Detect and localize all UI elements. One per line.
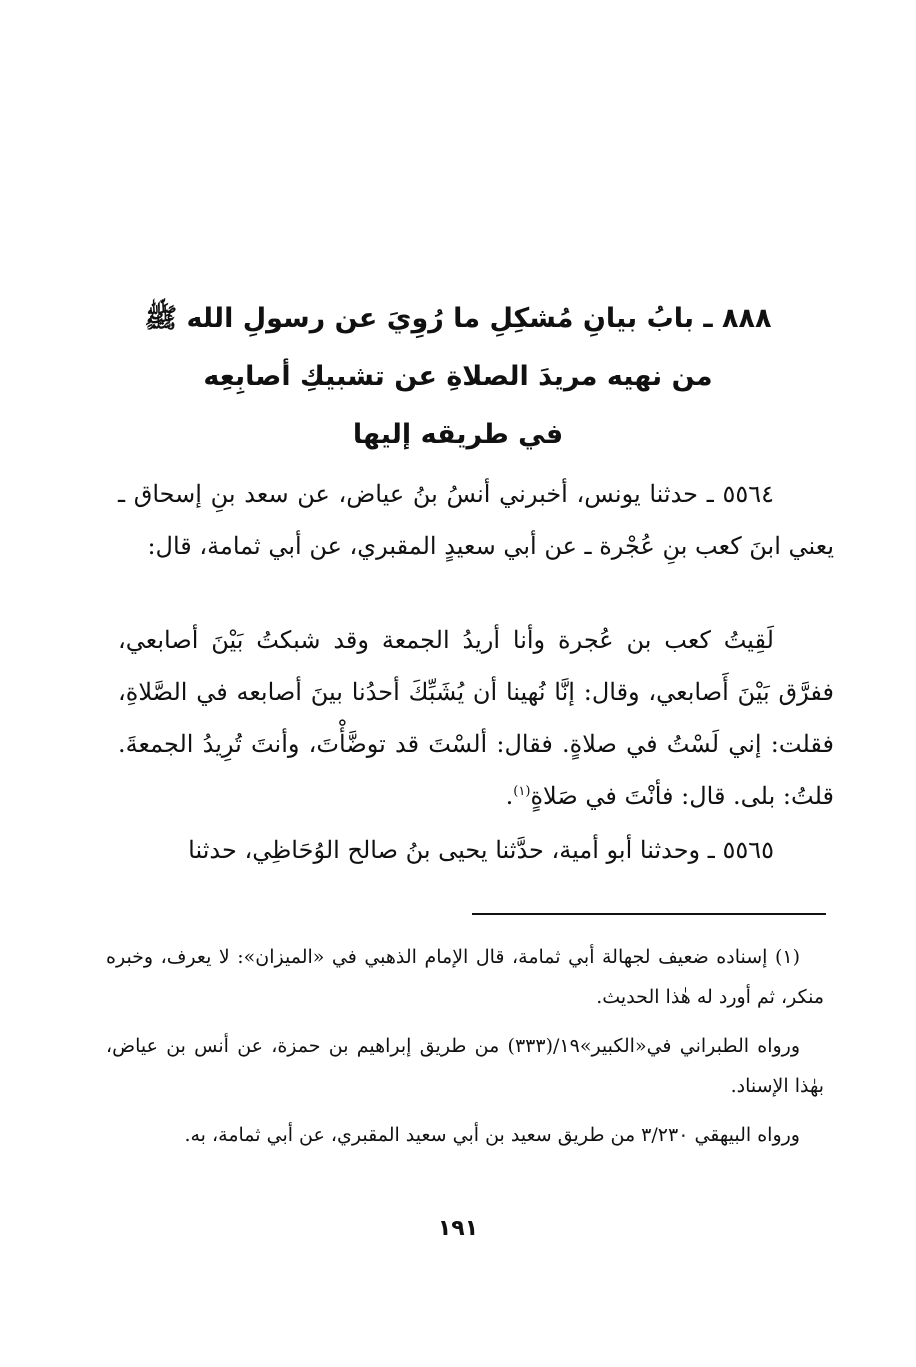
hadith-5564-isnad-text: ٥٥٦٤ ـ حدثنا يونس، أخبرني أنسُ بنُ عياض، عن سعد بنِ إسحاق ـ يعني ابنَ كعب بنِ عُجْرة ـ عن أبي سعيدٍ المقبري، عن أبي ثمامة، قال:	[118, 480, 834, 560]
hadith-5564-matn-end: .	[505, 782, 514, 810]
footnote-bayhaqi: ورواه البيهقي ٣/٢٣٠ من طريق سعيد بن أبي سعيد المقبري، عن أبي ثمامة، به.	[184, 1124, 800, 1146]
chapter-heading-line-2: من نهيه مريدَ الصلاةِ عن تشبيكِ أصابِعِه	[203, 361, 713, 392]
chapter-heading-line-3: في طريقه إليها	[352, 419, 564, 450]
page-number: ١٩١	[437, 1216, 479, 1241]
hadith-5565-isnad-text: ٥٥٦٥ ـ وحدثنا أبو أمية، حدَّثنا يحيى بنُ صالح الوُحَاظِي، حدثنا	[188, 836, 774, 864]
chapter-heading	[60, 290, 856, 464]
hadith-5564-matn-text: لَقِيتُ كعب بن عُجرة وأنا أريدُ الجمعة وقد شبكتُ بَيْنَ أصابعي، ففرَّق بَيْنَ أَصابعي، وقال: إنَّا نُهينا أن يُشَبِّكَ أحدُنا بينَ أصابعه في الصَّلاةِ، فقلت: إني لَسْتُ في صلاةٍ. فقال: ألسْتَ قد توضَّأْتَ، وأنتَ تُرِيدُ الجمعةَ. قلتُ: بلى. قال: فأنْتَ في صَلاةٍ	[118, 626, 834, 810]
hadith-5564-matn	[118, 614, 834, 822]
footnote-1: (١) إسناده ضعيف لجهالة أبي ثمامة، قال الإمام الذهبي في «الميزان»: لا يعرف، وخبره منكر، ثم أورد له هٰذا الحديث.	[106, 946, 824, 1008]
hadith-5564-isnad	[118, 468, 834, 572]
footnotes	[106, 937, 824, 1164]
footnote-divider	[472, 913, 826, 915]
chapter-heading-line-1: ٨٨٨ ـ بابُ بيانِ مُشكِلِ ما رُوِيَ عن رسولِ الله ﷺ	[144, 303, 772, 334]
hadith-5565	[118, 824, 834, 876]
footnote-tabarani: ورواه الطبراني في«الكبير»١٩/(٣٣٣) من طريق إبراهيم بن حمزة، عن أنس بن عياض، بهٰذا الإسناد.	[106, 1035, 824, 1097]
hadith-5564-matn-paragraph	[118, 614, 834, 822]
footnote-marker[interactable]: (١)	[513, 784, 531, 799]
